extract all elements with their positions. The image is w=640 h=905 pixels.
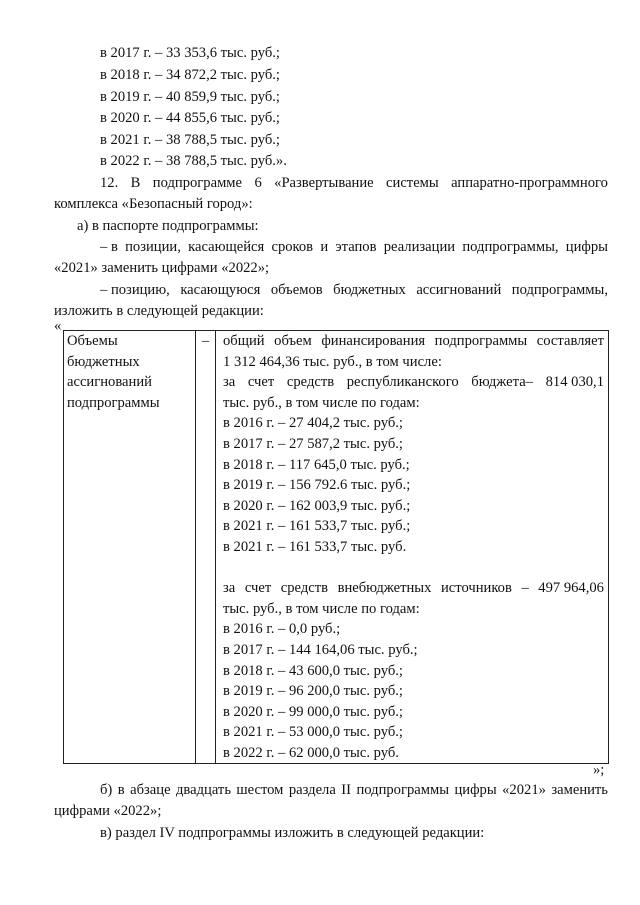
word: средств [280,580,328,597]
rep-budget-line2: тыс. руб., в том числе по годам: [223,394,420,411]
word: аппаратно-программного [451,175,608,191]
rep-year-line: в 2021 г. – 161 533,7 тыс. руб. [223,538,407,555]
word: позиции, [125,239,181,255]
value-cell [216,331,609,764]
budget-table [63,330,609,764]
word: сроков [271,239,314,255]
dash-cell [196,331,216,764]
pos1-line2: «2021» заменить цифрами «2022»; [54,260,270,276]
item-b-line1 [100,780,608,800]
word: В [130,175,141,191]
word: двадцать [176,782,231,798]
word: подпрограммы [356,782,450,798]
word: системы [386,175,439,191]
word: подпрограмме [152,175,243,191]
word: раздела [288,782,336,798]
ext-year-line: в 2016 г. – 0,0 руб.; [223,621,341,638]
word: общий [223,333,265,349]
ext-year-line: в 2021 г. – 53 000,0 тыс. руб.; [223,724,403,741]
word: 6 [254,175,262,191]
label-line: Объемы [67,333,118,349]
year-line-2018: в 2018 г. – 34 872,2 тыс. руб.; [100,67,280,83]
rep-budget-line1 [216,372,608,393]
word: – в [100,239,118,255]
word: и [320,239,329,255]
word: – позицию, [100,282,170,298]
word: 12. [100,175,119,191]
word: «Развертывание [274,175,374,191]
label-line: ассигнований [67,374,152,391]
word: счет [244,580,272,597]
word: заменить [551,782,608,798]
word: б) [100,782,113,798]
label-cell [64,331,196,764]
word: 497 964,06 [538,580,604,597]
ext-budget-line2: тыс. руб., в том числе по годам: [223,600,420,617]
ext-year-line: в 2020 г. – 99 000,0 тыс. руб.; [223,703,403,720]
ext-budget-line1 [216,578,608,599]
year-line-2021: в 2021 г. – 38 788,5 тыс. руб.; [100,132,280,148]
rep-year-line: в 2018 г. – 117 645,0 тыс. руб.; [223,456,410,473]
word: касающейся [188,239,265,255]
word: источников [440,580,512,597]
para12-line2: комплекса «Безопасный город»: [54,196,253,212]
total-line2: 1 312 464,36 тыс. руб., в том числе: [223,353,442,370]
word: подпрограммы, [511,282,608,298]
year-line-2017: в 2017 г. – 33 353,6 тыс. руб.; [100,45,280,61]
word: в [117,782,125,798]
dash-mark: – [201,333,210,349]
word: касающуюся [180,282,261,298]
rep-year-line: в 2019 г. – 156 792.6 тыс. руб.; [223,477,411,494]
pos1-line1 [100,237,608,257]
item-b-line2: цифрами «2022»; [54,803,162,819]
rep-year-line: в 2021 г. – 161 533,7 тыс. руб.; [223,518,411,535]
word: счет [247,374,275,391]
year-line-2019: в 2019 г. – 40 859,9 тыс. руб.; [100,89,280,105]
ext-year-line: в 2018 г. – 43 600,0 тыс. руб.; [223,662,403,679]
pos2-line1 [100,280,608,300]
para12-line1 [100,173,608,193]
ext-year-line: в 2022 г. – 62 000,0 тыс. руб. [223,744,399,761]
label-line: бюджетных [67,353,140,370]
word: республиканского [346,374,459,391]
ext-year-line: в 2019 г. – 96 200,0 тыс. руб.; [223,683,403,700]
word: подпрограммы [434,333,528,349]
year-line-2020: в 2020 г. – 44 855,6 тыс. руб.; [100,110,280,126]
word: – [521,580,529,597]
word: средств [286,374,335,391]
rep-year-line: в 2020 г. – 162 003,9 тыс. руб.; [223,497,411,514]
word: объемов [270,282,323,298]
word: реализации [383,239,456,255]
word: объем [274,333,312,349]
word: подпрограммы, [462,239,559,255]
rep-year-line: в 2016 г. – 27 404,2 тыс. руб.; [223,415,403,432]
ext-year-line: в 2017 г. – 144 164,06 тыс. руб.; [223,641,418,658]
word: за [223,374,236,391]
word: этапов [335,239,377,255]
item-a: а) в паспорте подпрограммы: [77,218,259,234]
table-row [64,331,609,764]
year-line-2022: в 2022 г. – 38 788,5 тыс. руб.». [100,153,287,169]
word: 814 030,1 [545,374,604,391]
word: внебюджетных [337,580,432,597]
word: бюджетных [333,282,406,298]
word: шестом [236,782,284,798]
word: II [341,782,352,798]
word: абзаце [130,782,171,798]
word: цифры [565,239,608,255]
total-line1 [216,331,608,352]
close-quote: »; [593,762,605,778]
word: составляет [536,333,604,349]
word: бюджета– [471,374,533,391]
word: цифры [454,782,497,798]
pos2-line2: изложить в следующей редакции: [54,303,264,319]
open-quote: « [54,318,62,334]
spacer [216,558,608,579]
item-v: в) раздел IV подпрограммы изложить в следующей редакции: [100,825,485,841]
word: ассигнований [416,282,502,298]
label-line: подпрограммы [67,394,160,411]
word: «2021» [502,782,546,798]
rep-year-line: в 2017 г. – 27 587,2 тыс. руб.; [223,435,403,452]
word: за [223,580,236,597]
word: финансирования [321,333,426,349]
